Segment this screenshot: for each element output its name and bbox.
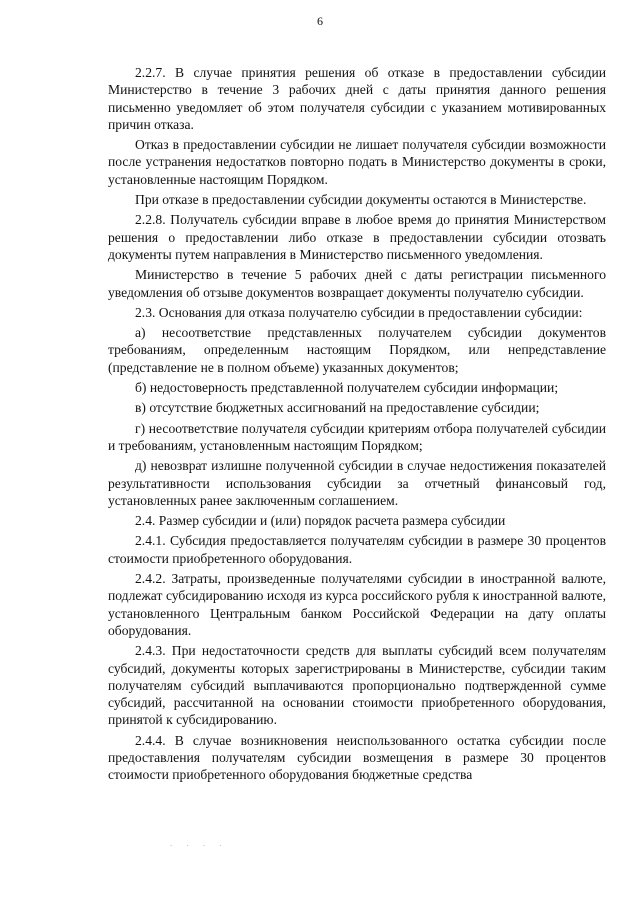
list-item-v: в) отсутствие бюджетных ассигнований на предоставление субсидии;	[135, 400, 540, 416]
paragraph-2-4-heading: 2.4. Размер субсидии и (или) порядок расчета размера субсидии	[135, 513, 506, 529]
paragraph-2-4-2: 2.4.2. Затраты, произведенные получателями субсидии в иностранной валюте, подлежат субсидированию исходя из курса российского рубля к иностранной валюте, установленного Центральным банком Российской Федерации на дату оплаты оборудования.	[108, 571, 606, 638]
list-item-g: г) несоответствие получателя субсидии критериям отбора получателей субсидии и требованиям, установленным настоящим Порядком;	[108, 420, 606, 453]
scan-artifact: . . . .	[170, 838, 228, 848]
paragraph-documents-return: Министерство в течение 5 рабочих дней с даты регистрации письменного уведомления об отзыве документов возвращает документы получателю субсидии.	[108, 267, 606, 300]
list-item-b: б) недостоверность представленной получателем субсидии информации;	[135, 380, 559, 396]
paragraph-2-3: 2.3. Основания для отказа получателю субсидии в предоставлении субсидии:	[135, 304, 583, 320]
paragraph-refusal-note: Отказ в предоставлении субсидии не лишает получателя субсидии возможности после устранения недостатков повторно подать в Министерство документы в сроки, установленные настоящим Порядком.	[108, 137, 606, 187]
list-item-a: а) несоответствие представленных получателем субсидии документов требованиям, определенным настоящим Порядком, или непредставление (представление не в полном объеме) указанных документов;	[108, 325, 606, 375]
document-body	[108, 64, 606, 784]
paragraph-2-2-7: 2.2.7. В случае принятия решения об отказе в предоставлении субсидии Министерство в течение 3 рабочих дней с даты принятия данного решения письменно уведомляет об этом получателя субсидии с указанием мотивированных причин отказа.	[108, 65, 606, 132]
paragraph-2-4-3: 2.4.3. При недостаточности средств для выплаты субсидий всем получателям субсидий, документы которых зарегистрированы в Министерстве, субсидии таким получателям субсидий выплачиваются пропорционально подтвержденной сумме субсидий, рассчитанной на основании стоимости приобретенного оборудования, принятой к субсидированию.	[108, 643, 606, 728]
paragraph-2-4-1: 2.4.1. Субсидия предоставляется получателям субсидии в размере 30 процентов стоимости приобретенного оборудования.	[108, 533, 606, 566]
list-item-d: д) невозврат излишне полученной субсидии в случае недостижения показателей результативности использования субсидии за отчетный финансовый год, установленных ранее заключенным соглашением.	[108, 458, 606, 508]
paragraph-2-4-4: 2.4.4. В случае возникновения неиспользованного остатка субсидии после предоставления получателям субсидии возмещения в размере 30 процентов стоимости приобретенного оборудования бюджетные средства	[108, 732, 606, 783]
page-number: 6	[317, 14, 323, 28]
paragraph-documents-remain: При отказе в предоставлении субсидии документы остаются в Министерстве.	[135, 192, 587, 208]
paragraph-2-2-8: 2.2.8. Получатель субсидии вправе в любое время до принятия Министерством решения о предоставлении либо отказе в предоставлении субсидии отозвать документы путем направления в Министерство письменного уведомления.	[108, 212, 606, 262]
